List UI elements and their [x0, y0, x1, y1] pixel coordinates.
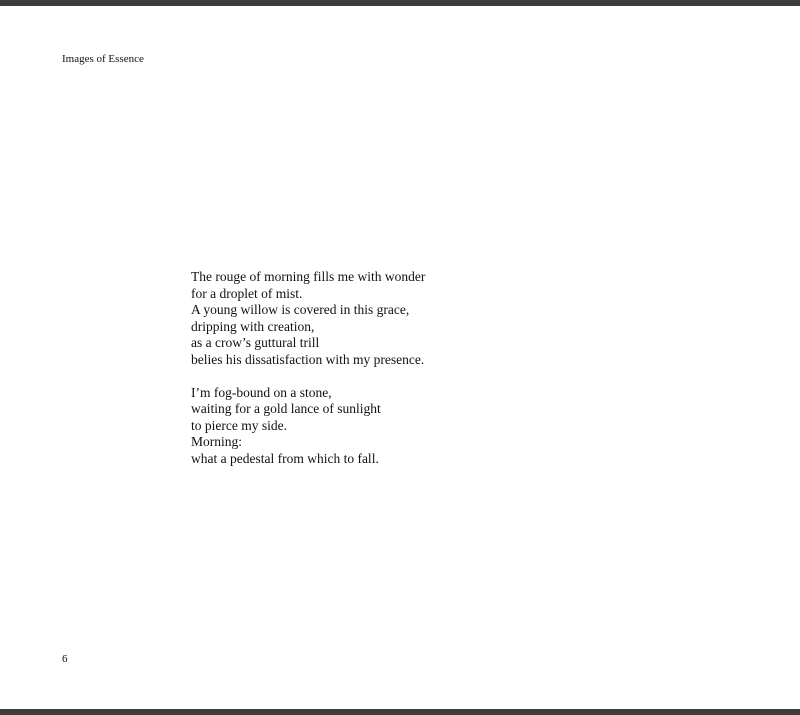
poem-line: belies his dissatisfaction with my presence.: [191, 351, 425, 367]
poem-line: for a droplet of mist.: [191, 285, 303, 301]
document-page: [0, 6, 800, 709]
poem-line: to pierce my side.: [191, 417, 287, 433]
poem-line: as a crow’s guttural trill: [191, 335, 320, 350]
poem-body: [191, 269, 425, 467]
poem-line: I’m fog-bound on a stone,: [191, 384, 332, 400]
poem-line: A young willow is covered in this grace,: [191, 302, 410, 317]
poem-line: what a pedestal from which to fall.: [191, 450, 379, 466]
poem-line: waiting for a gold lance of sunlight: [191, 401, 381, 416]
running-header: Images of Essence: [62, 53, 144, 65]
poem-line: The rouge of morning fills me with wonder: [191, 269, 426, 284]
poem-stanza: [191, 385, 425, 468]
poem-line: dripping with creation,: [191, 318, 315, 334]
poem-stanza: [191, 269, 425, 368]
viewer-bottom-bar: [0, 709, 800, 715]
page-number: 6: [62, 653, 68, 665]
poem-line: Morning:: [191, 434, 243, 449]
